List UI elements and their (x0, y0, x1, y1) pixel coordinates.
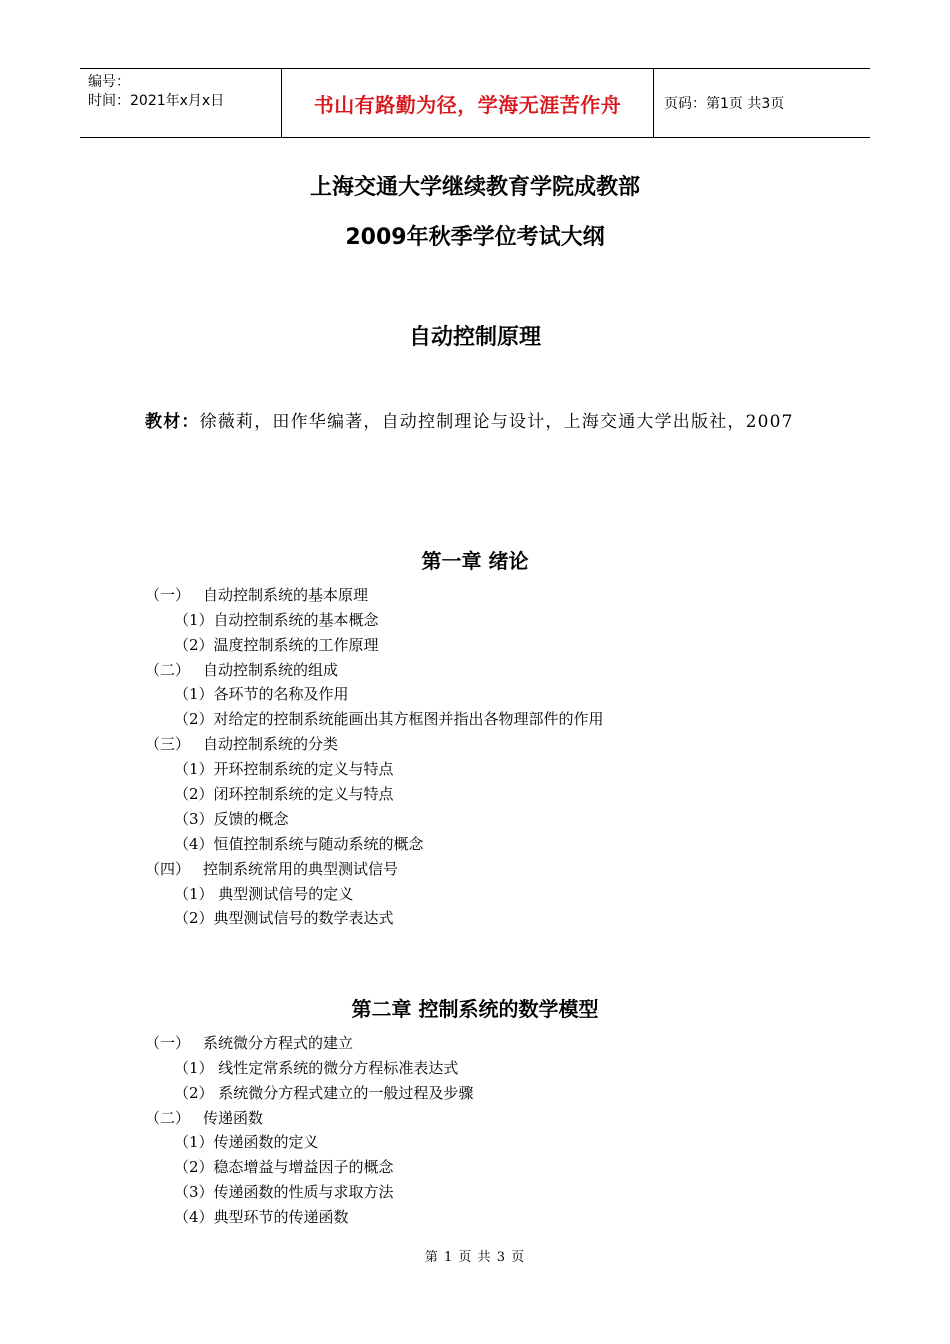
section-number: （四） (145, 860, 191, 878)
list-item: （4）恒值控制系统与随动系统的概念 (174, 835, 424, 853)
section-number: （一） (145, 586, 191, 604)
page-info: 页码：第1页 共3页 (664, 96, 785, 112)
list-item: （2）温度控制系统的工作原理 (174, 636, 379, 654)
section-heading (145, 659, 338, 680)
section-number: （二） (145, 1109, 191, 1127)
list-item: （3）传递函数的性质与求取方法 (174, 1183, 394, 1201)
section-heading (145, 858, 398, 879)
header-motto: 书山有路勤为径，学海无涯苦作舟 (313, 92, 622, 117)
section-number: （一） (145, 1034, 191, 1052)
document-time-label: 时间：2021年x月x日 (88, 93, 225, 109)
section-title: 自动控制系统的基本原理 (203, 586, 369, 604)
list-item: （2）稳态增益与增益因子的概念 (174, 1158, 394, 1176)
list-item: （1） 线性定常系统的微分方程标准表达式 (174, 1059, 459, 1077)
section-title: 系统微分方程式的建立 (203, 1034, 354, 1052)
header-table (80, 68, 870, 138)
page-footer: 第 1 页 共 3 页 (424, 1250, 526, 1265)
list-item: （3）反馈的概念 (174, 810, 289, 828)
list-item: （1）各环节的名称及作用 (174, 685, 349, 703)
list-item: （1） 典型测试信号的定义 (174, 885, 354, 903)
section-heading (145, 1032, 353, 1053)
exam-title: 2009年秋季学位考试大纲 (345, 225, 605, 250)
section-number: （三） (145, 735, 191, 753)
list-item: （1）自动控制系统的基本概念 (174, 611, 379, 629)
list-item: （2）典型测试信号的数学表达式 (174, 909, 394, 927)
list-item: （1）开环控制系统的定义与特点 (174, 760, 394, 778)
list-item: （2） 系统微分方程式建立的一般过程及步骤 (174, 1084, 474, 1102)
list-item: （1）传递函数的定义 (174, 1133, 319, 1151)
section-heading (145, 584, 368, 605)
section-heading (145, 733, 338, 754)
section-title: 自动控制系统的组成 (203, 661, 339, 679)
textbook-text: 徐薇莉，田作华编著，自动控制理论与设计，上海交通大学出版社，2007 (199, 412, 794, 432)
institution-title: 上海交通大学继续教育学院成教部 (309, 175, 640, 200)
textbook-label: 教材： (145, 412, 200, 432)
textbook-info (145, 408, 835, 436)
section-heading (145, 1107, 263, 1128)
list-item: （2）闭环控制系统的定义与特点 (174, 785, 394, 803)
section-title: 传递函数 (203, 1109, 264, 1127)
list-item: （4）典型环节的传递函数 (174, 1208, 349, 1226)
chapter-title: 第一章 绪论 (421, 549, 529, 573)
section-title: 自动控制系统的分类 (203, 735, 339, 753)
list-item: （2）对给定的控制系统能画出其方框图并指出各物理部件的作用 (174, 710, 604, 728)
section-title: 控制系统常用的典型测试信号 (203, 860, 399, 878)
header-left-cell (80, 69, 281, 137)
header-middle-cell (281, 69, 654, 137)
chapter-title: 第二章 控制系统的数学模型 (351, 997, 599, 1021)
section-number: （二） (145, 661, 191, 679)
document-number-label: 编号： (88, 74, 130, 90)
subject-title: 自动控制原理 (408, 325, 541, 350)
header-right-cell (654, 69, 870, 137)
